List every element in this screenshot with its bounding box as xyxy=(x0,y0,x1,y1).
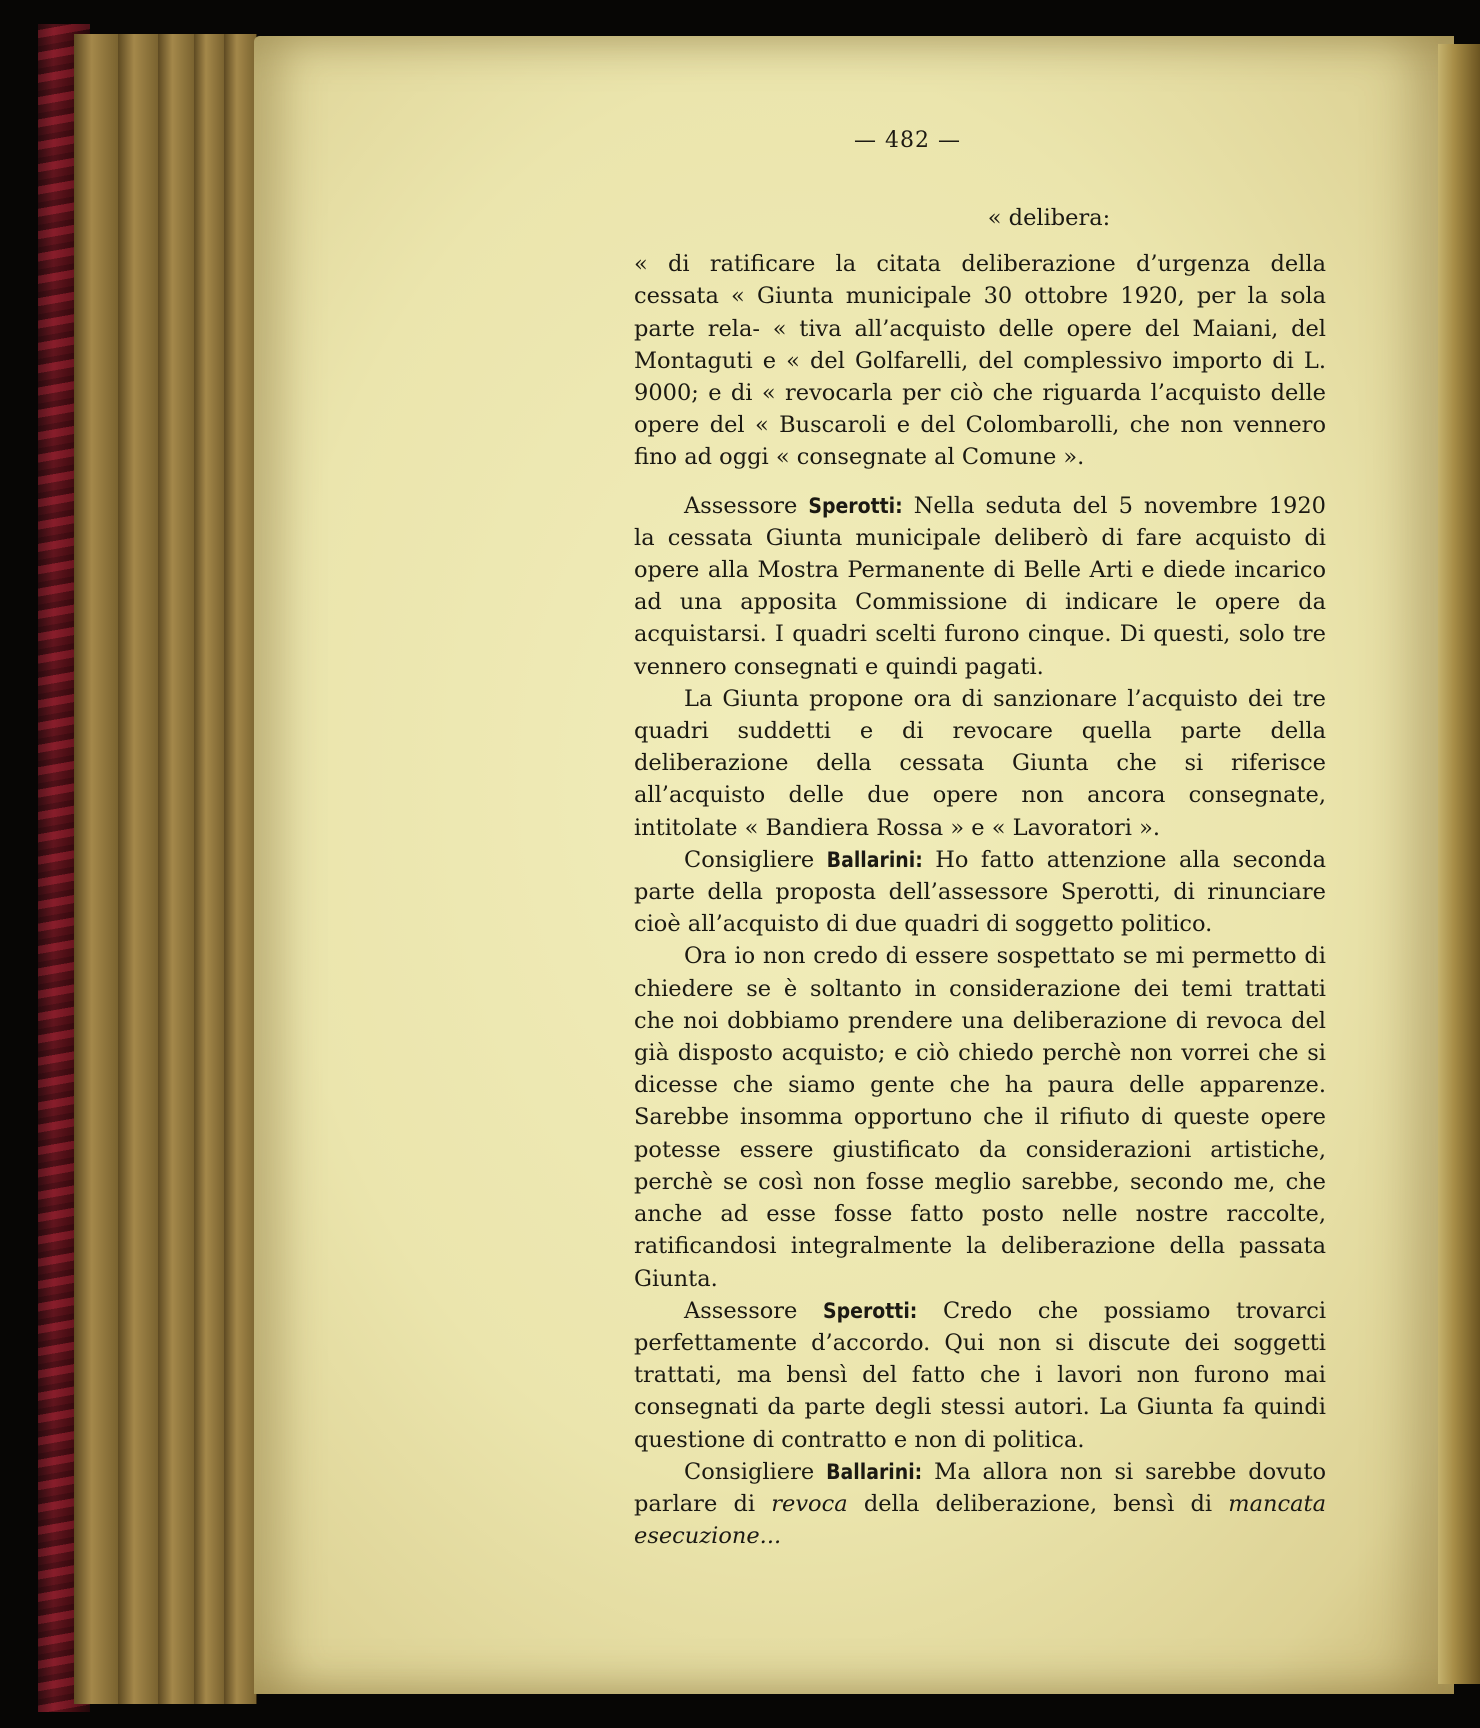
page-edges xyxy=(74,34,119,1704)
resolution-text: « di ratificare la citata deliberazione d’urgenza della cessata « Giunta municipale 30 ottobre 1920, per la sola parte rela- « tiva all’acquisto delle opere del Maiani, del Montaguti e « del Golfarelli, del complessivo importo di L. 9000; e di « revocarla per ciò che riguarda l’acquisto delle opere del « Buscaroli e del Colombarolli, che non vennero fino ad oggi « consegnate al Comune ». xyxy=(634,251,1326,471)
speaker-name: Sperotti: xyxy=(823,1298,918,1323)
page-edges xyxy=(118,34,159,1704)
speaker-role: Assessore xyxy=(684,492,798,519)
italic-term: mancata esecuzione... xyxy=(634,1490,1326,1550)
paragraph-text: Ora io non credo di essere sospettato se mi permetto di chiedere se è soltanto in considerazione dei temi trattati che noi dobbiamo prendere una deliberazione di revoca del già disposto acquisto; e ciò chiedo perchè non vorrei che si dicesse che siamo gente che ha paura delle apparenze. Sarebbe insomma opportuno che il rifiuto di queste opere potesse essere giustificato da considerazioni artistiche, perchè se così non fosse meglio sarebbe, secondo me, che anche ad esse fosse fatto posto nelle nostre raccolte, ratificandosi integralmente la deliberazione della passata Giunta. xyxy=(634,943,1326,1292)
speaker-name: Sperotti: xyxy=(808,493,903,518)
paragraph-text: Ma allora non si sarebbe dovuto parlare di xyxy=(634,1458,1326,1517)
page-edges xyxy=(224,34,257,1704)
speaker-role: Consigliere xyxy=(684,846,815,873)
paragraph xyxy=(634,683,1326,844)
paragraph xyxy=(634,940,1326,1294)
italic-term: revoca xyxy=(771,1490,848,1517)
paragraph-text: La Giunta propone ora di sanzionare l’acquisto dei tre quadri suddetti e di revocare quella parte della deliberazione della cessata Giunta che si riferisce all’acquisto delle due opere non ancora consegnate, intitolate « Bandiera Rossa » e « Lavoratori ». xyxy=(634,685,1326,841)
speaker-name: Ballarini: xyxy=(826,1459,923,1484)
paragraph xyxy=(634,1295,1326,1456)
paragraph-text: della deliberazione, bensì di xyxy=(863,1490,1213,1517)
page-fore-edge xyxy=(1438,44,1480,1684)
paragraph xyxy=(634,490,1326,683)
paragraph-text: Nella seduta del 5 novembre 1920 la cessata Giunta municipale deliberò di fare acquisto di opere alla Mostra Permanente di Belle Arti e diede incarico ad una apposita Commissione di indicare le opere da acquistarsi. I quadri scelti furono cinque. Di questi, solo tre vennero consegnati e quindi pagati. xyxy=(634,492,1326,680)
paragraph-text: Ho fatto attenzione alla seconda parte della proposta dell’assessore Sperotti, di rinunciare cioè all’acquisto di due quadri di soggetto politico. xyxy=(634,846,1326,938)
page-number: — 482 — xyxy=(854,128,961,153)
paragraph-text: Credo che possiamo trovarci perfettamente d’accordo. Qui non si discute dei soggetti trattati, ma bensì del fatto che i lavori non furono mai consegnati da parte degli stessi autori. La Giunta fa quindi questione di contratto e non di politica. xyxy=(634,1297,1327,1453)
page-edges xyxy=(194,34,225,1704)
page-edges xyxy=(158,34,195,1704)
paragraph xyxy=(634,1456,1326,1553)
speaker-role: Assessore xyxy=(684,1297,798,1324)
page-body xyxy=(634,202,1326,1552)
paragraph xyxy=(634,844,1326,941)
speaker-name: Ballarini: xyxy=(826,847,923,872)
resolution-heading: « delibera: xyxy=(987,205,1111,231)
speaker-role: Consigliere xyxy=(684,1458,815,1485)
